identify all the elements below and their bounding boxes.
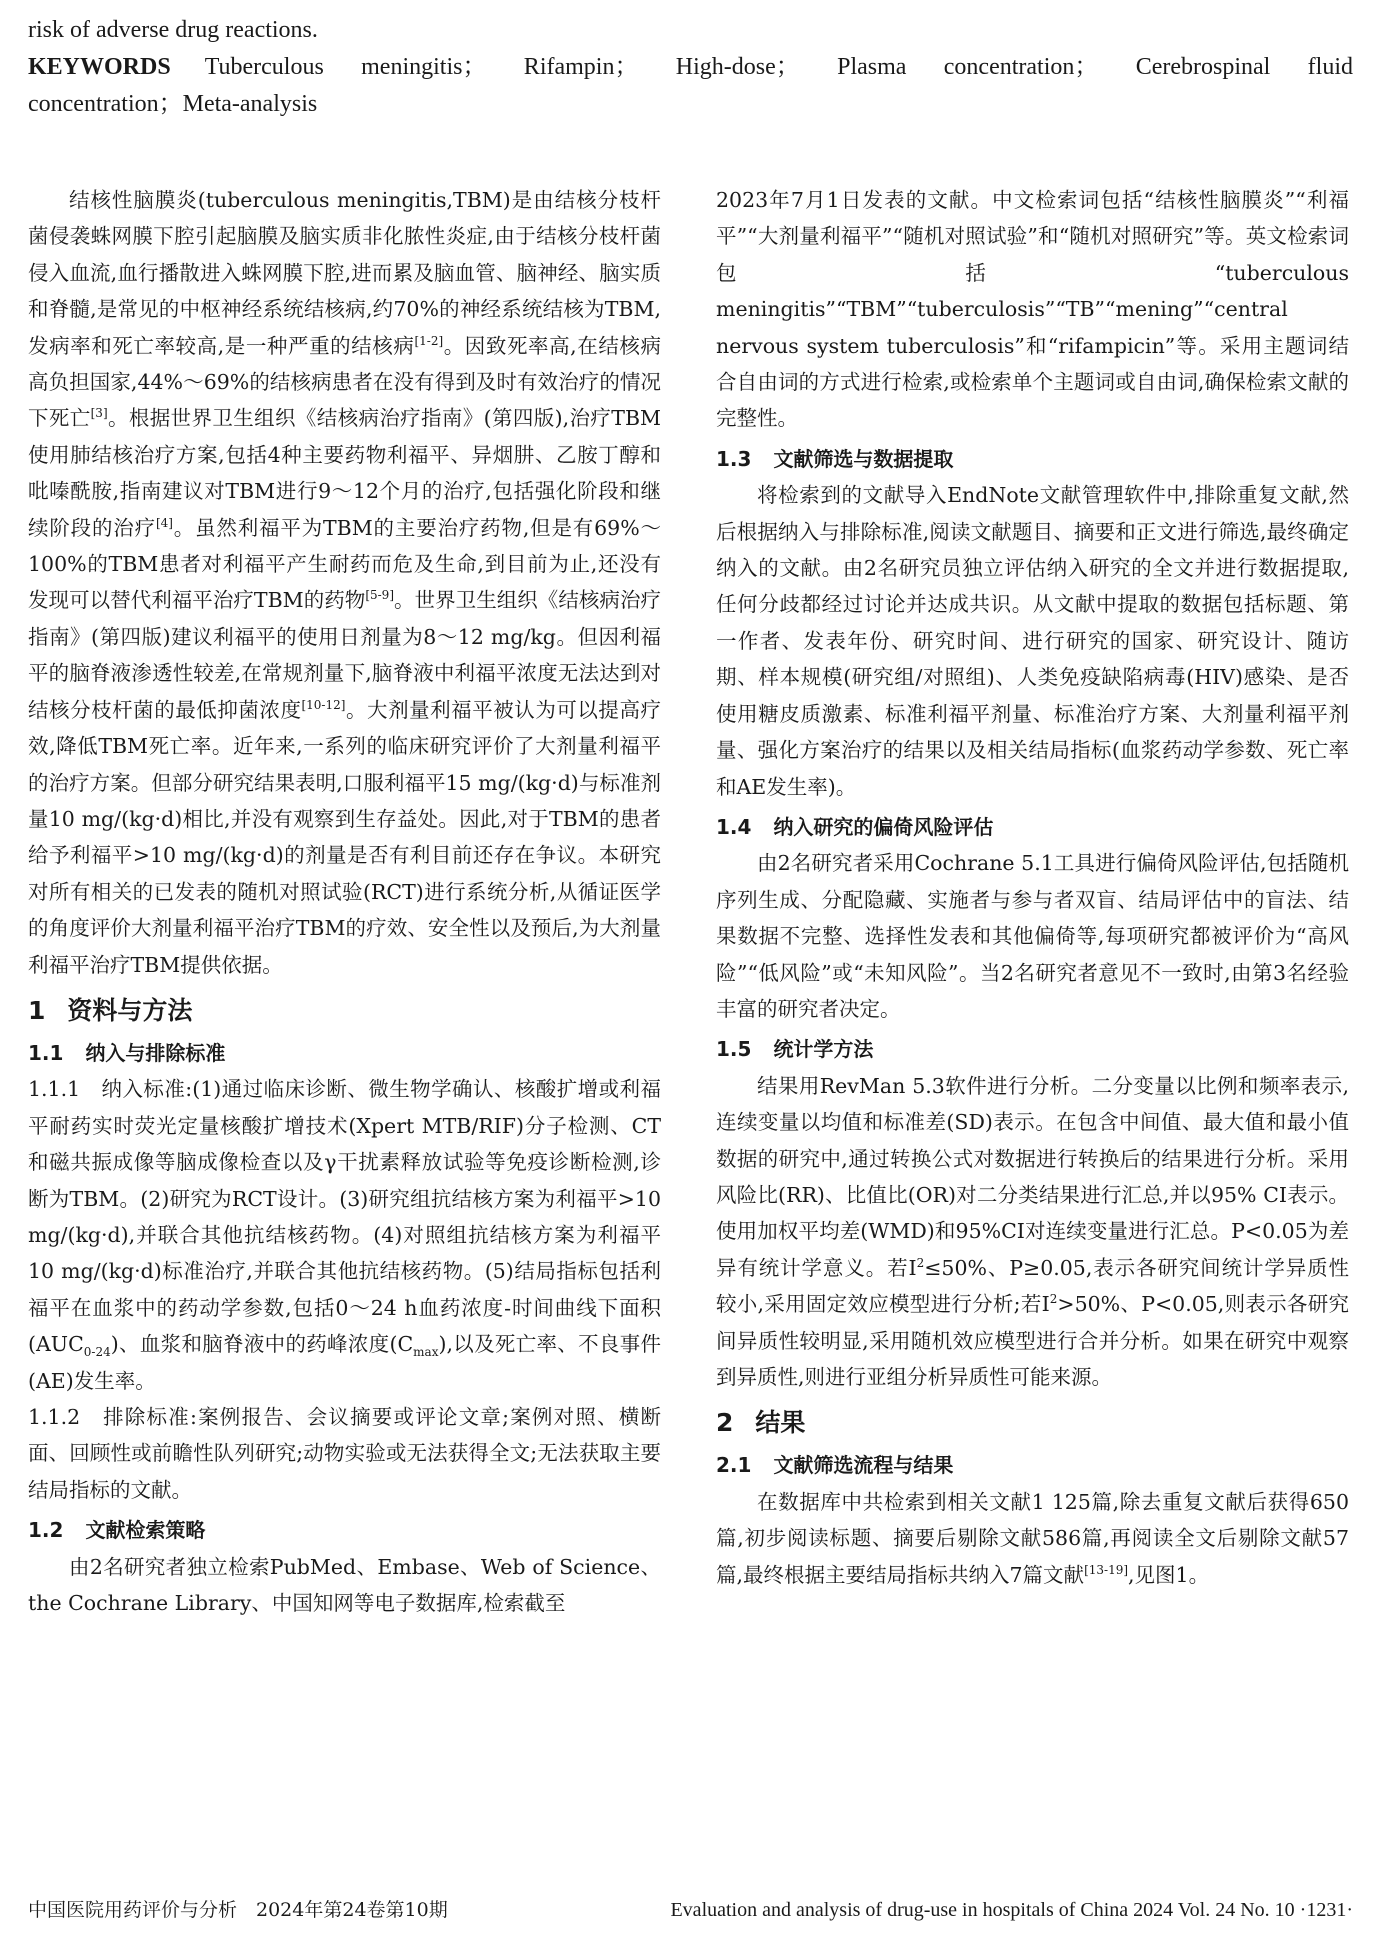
search-strategy-continued: 2023年7月1日发表的文献。中文检索词包括“结核性脑膜炎”“利福平”“大剂量利福平”“随机对照试验”和“随机对照研究”等。英文检索词包括“tuberculous meningitis”“TBM”“tuberculosis”“TB”“mening”“central nervous system tuberculosis”和“rifampicin”等。采用主题词结合自由词的方式进行检索,或检索单个主题词或自由词,确保检索文献的完整性。 xyxy=(716,188,1349,431)
section-heading-1: 1 资料与方法 xyxy=(28,995,193,1025)
keywords-label: KEYWORDS xyxy=(28,54,171,80)
citation: [5-9] xyxy=(365,588,394,603)
section-heading-2: 2 结果 xyxy=(716,1408,806,1438)
bias-paragraph: 由2名研究者采用Cochrane 5.1工具进行偏倚风险评估,包括随机序列生成、分配隐藏、实施者与参与者双盲、结局评估中的盲法、结果数据不完整、选择性发表和其他偏倚等,每项研究都被评价为“高风险”“低风险”或“未知风险”。当2名研究者意见不一致时,由第3名经验丰富的研究者决定。 xyxy=(716,851,1349,1021)
footer-journal-en: Evaluation and analysis of drug-use in hospitals of China 2024 Vol. 24 No. 10 ·1231· xyxy=(670,1899,1353,1921)
intro-paragraph: 结核性脑膜炎(tuberculous meningitis,TBM)是由结核分枝杆菌侵袭蛛网膜下腔引起脑膜及脑实质非化脓性炎症,由于结核分枝杆菌侵入血流,血行播散进入蛛网膜下腔,进而累及脑血管、脑神经、脑实质和脊髓,是常见的中枢神经系统结核病,约70%的神经系统结核为TBM,发病率和死亡率较高,是一种严重的结核病[1-2]。因致死率高,在结核病高负担国家,44%～69%的结核病患者在没有得到及时有效治疗的情况下死亡[3]。根据世界卫生组织《结核病治疗指南》(第四版),治疗TBM使用肺结核治疗方案,包括4种主要药物利福平、异烟肼、乙胺丁醇和吡嗪酰胺,指南建议对TBM进行9～12个月的治疗,包括强化阶段和继续阶段的治疗[4]。虽然利福平为TBM的主要治疗药物,但是有69%～100%的TBM患者对利福平产生耐药而危及生命,到目前为止,还没有发现可以替代利福平治疗TBM的药物[5-9]。世界卫生组织《结核病治疗指南》(第四版)建议利福平的使用日剂量为8～12 mg/kg。但因利福平的脑脊液渗透性较差,在常规剂量下,脑脊液中利福平浓度无法达到对结核分枝杆菌的最低抑菌浓度[10-12]。大剂量利福平被认为可以提高疗效,降低TBM死亡率。近年来,一系列的临床研究评价了大剂量利福平的治疗方案。但部分研究结果表明,口服利福平15 mg/(kg·d)与标准剂量10 mg/(kg·d)相比,并没有观察到生存益处。因此,对于TBM的患者给予利福平>10 mg/(kg·d)的剂量是否有利目前还存在争议。本研究对所有相关的已发表的随机对照试验(RCT)进行系统分析,从循证医学的角度评价大剂量利福平治疗TBM的疗效、安全性以及预后,为大剂量利福平治疗TBM提供依据。 xyxy=(28,188,662,977)
section-heading-1-3: 1.3 文献筛选与数据提取 xyxy=(716,446,954,471)
footer-journal-cn: 中国医院用药评价与分析 2024年第24卷第10期 xyxy=(28,1899,448,1921)
citation: [4] xyxy=(155,515,173,530)
citation: [10-12] xyxy=(301,697,346,712)
abstract-tail: risk of adverse drug reactions. xyxy=(28,17,318,43)
section-heading-1-1: 1.1 纳入与排除标准 xyxy=(28,1040,226,1065)
inclusion-criteria: 1.1.1 纳入标准:(1)通过临床诊断、微生物学确认、核酸扩增或利福平耐药实时荧光定量核酸扩增技术(Xpert MTB/RIF)分子检测、CT和磁共振成像等脑成像检查以及γ干扰素释放试验等免疫诊断检测,诊断为TBM。(2)研究为RCT设计。(3)研究组抗结核方案为利福平>10 mg/(kg·d),并联合其他抗结核药物。(4)对照组抗结核方案为利福平10 mg/(kg·d)标准治疗,并联合其他抗结核药物。(5)结局指标包括利福平在血浆中的药动学参数,包括0～24 h血药浓度-时间曲线下面积$(AUC_{0-24})$、血浆和脑脊液中的药峰浓度$(C_{max})$,以及死亡率、不良事件(AE)发生率。 xyxy=(28,1077,662,1393)
section-heading-1-2: 1.2 文献检索策略 xyxy=(28,1518,206,1543)
section-heading-2-1: 2.1 文献筛选流程与结果 xyxy=(716,1453,954,1478)
citation: [13-19] xyxy=(1084,1562,1129,1577)
right-column xyxy=(716,182,1349,1593)
english-abstract-tail xyxy=(28,12,1353,123)
keywords-line xyxy=(28,49,1353,86)
statistics-paragraph: 结果用RevMan 5.3软件进行分析。二分变量以比例和频率表示,连续变量以均值和标准差(SD)表示。在包含中间值、最大值和最小值数据的研究中,通过转换公式对数据进行转换后的结果进行分析。采用风险比(RR)、比值比(OR)对二分类结果进行汇总,并以95% CI表示。使用加权平均差(WMD)和95%CI对连续变量进行汇总。P<0.05为差异有统计学意义。若$I^2\le 50\%$、P≥0.05,表示各研究间统计学异质性较小,采用固定效应模型进行分析;若$I^2>50\%$、P<0.05,则表示各研究间异质性较明显,采用随机效应模型进行合并分析。如果在研究中观察到异质性,则进行亚组分析异质性可能来源。 xyxy=(716,1073,1349,1389)
citation: [1-2] xyxy=(414,333,444,348)
section-heading-1-4: 1.4 纳入研究的偏倚风险评估 xyxy=(716,814,994,839)
keywords-line1: Tuberculous meningitis； Rifampin； High-dose； Plasma concentration； Cerebrospinal fluid xyxy=(204,54,1353,80)
left-column xyxy=(28,182,661,1621)
screening-paragraph: 将检索到的文献导入EndNote文献管理软件中,排除重复文献,然后根据纳入与排除标准,阅读文献题目、摘要和正文进行筛选,最终确定纳入的文献。由2名研究员独立评估纳入研究的全文并进行数据提取,任何分歧都经过讨论并达成共识。从文献中提取的数据包括标题、第一作者、发表年份、研究时间、进行研究的国家、研究设计、随访期、样本规模(研究组/对照组)、人类免疫缺陷病毒(HIV)感染、是否使用糖皮质激素、标准利福平剂量、标准治疗方案、大剂量利福平剂量、强化方案治疗的结果以及相关结局指标(血浆药动学参数、死亡率和AE发生率)。 xyxy=(716,483,1349,799)
section-heading-1-5: 1.5 统计学方法 xyxy=(716,1037,874,1062)
results-paragraph: 在数据库中共检索到相关文献1 125篇,除去重复文献后获得650篇,初步阅读标题、摘要后剔除文献586篇,再阅读全文后剔除文献57篇,最终根据主要结局指标共纳入7篇文献[13-19],见图1。 xyxy=(716,1489,1349,1587)
citation: [3] xyxy=(90,406,108,421)
keywords-line2: concentration；Meta-analysis xyxy=(28,91,318,117)
search-strategy-start: 由2名研究者独立检索PubMed、Embase、Web of Science、the Cochrane Library、中国知网等电子数据库,检索截至 xyxy=(28,1554,661,1616)
exclusion-criteria: 1.1.2 排除标准:案例报告、会议摘要或评论文章;案例对照、横断面、回顾性或前瞻性队列研究;动物实验或无法获得全文;无法获取主要结局指标的文献。 xyxy=(28,1405,661,1502)
